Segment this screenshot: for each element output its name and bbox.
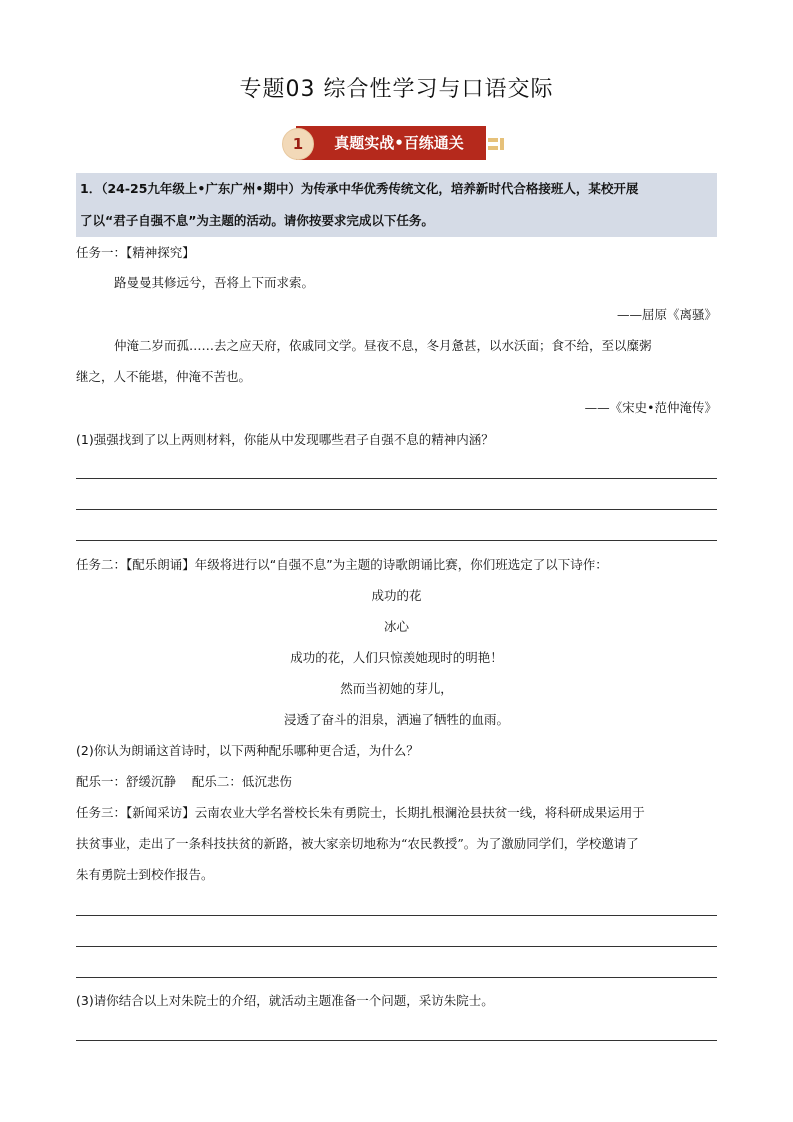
music-options: 配乐一：舒缓沉静 配乐二：低沉悲伤 (76, 774, 292, 789)
poem-line: 成功的花，人们只惊羡她现时的明艳！ (290, 650, 503, 665)
answer-line[interactable] (76, 915, 717, 916)
answer-line[interactable] (76, 540, 717, 541)
sub-question-3: (3)请你结合以上对朱院士的介绍，就活动主题准备一个问题，采访朱院士。 (76, 993, 494, 1008)
banner-decoration (500, 138, 504, 150)
section-banner-label: 真题实战•百练通关 (296, 126, 486, 160)
question-stem (76, 173, 717, 237)
quote-source: ——《宋史•范仲淹传》 (584, 400, 717, 415)
poem-line: 然而当初她的芽儿， (340, 681, 453, 696)
poem-author: 冰心 (383, 619, 409, 634)
task2-heading: 任务二：【配乐朗诵】年级将进行以“自强不息”为主题的诗歌朗诵比赛，你们班选定了以下诗作： (76, 557, 608, 572)
sub-question-2: (2)你认为朗诵这首诗时，以下两种配乐哪种更合适，为什么？ (76, 743, 419, 758)
page-title: 专题03 综合性学习与口语交际 (239, 77, 554, 102)
section-banner (282, 124, 514, 162)
quote-lisao: 路曼曼其修远兮，吾将上下而求索。 (114, 275, 315, 290)
answer-line[interactable] (76, 946, 717, 947)
question-stem-line: 了以“君子自强不息”为主题的活动。请你按要求完成以下任务。 (80, 213, 434, 228)
quote-source: ——屈原《离骚》 (616, 307, 717, 322)
section-number-badge: 1 (282, 128, 314, 160)
answer-line[interactable] (76, 509, 717, 510)
sub-question-1: (1)强强找到了以上两则材料，你能从中发现哪些君子自强不息的精神内涵？ (76, 432, 494, 447)
poem-title: 成功的花 (371, 588, 422, 603)
poem-line: 浸透了奋斗的泪泉，洒遍了牺牲的血雨。 (283, 712, 509, 727)
answer-line[interactable] (76, 977, 717, 978)
question-stem-line: 1．（24-25九年级上•广东广州•期中）为传承中华优秀传统文化，培养新时代合格接班人，某校开展 (80, 181, 639, 196)
task3-line: 朱有勇院士到校作报告。 (76, 867, 214, 882)
task3-line: 扶贫事业，走出了一条科技扶贫的新路，被大家亲切地称为“农民教授”。为了激励同学们，学校邀请了 (76, 836, 639, 851)
answer-line[interactable] (76, 1040, 717, 1041)
quote-songshi-line: 仲淹二岁而孤……去之应天府，依戚同文学。昼夜不息，冬月惫甚，以水沃面；食不给，至以糜粥 (114, 338, 652, 353)
banner-decoration (488, 146, 498, 150)
task1-heading: 任务一：【精神探究】 (76, 245, 195, 260)
task3-line: 任务三：【新闻采访】云南农业大学名誉校长朱有勇院士，长期扎根澜沧县扶贫一线，将科研成果运用于 (76, 805, 645, 820)
quote-songshi-line: 继之，人不能堪，仲淹不苦也。 (76, 369, 252, 384)
banner-decoration (488, 138, 498, 142)
answer-line[interactable] (76, 478, 717, 479)
